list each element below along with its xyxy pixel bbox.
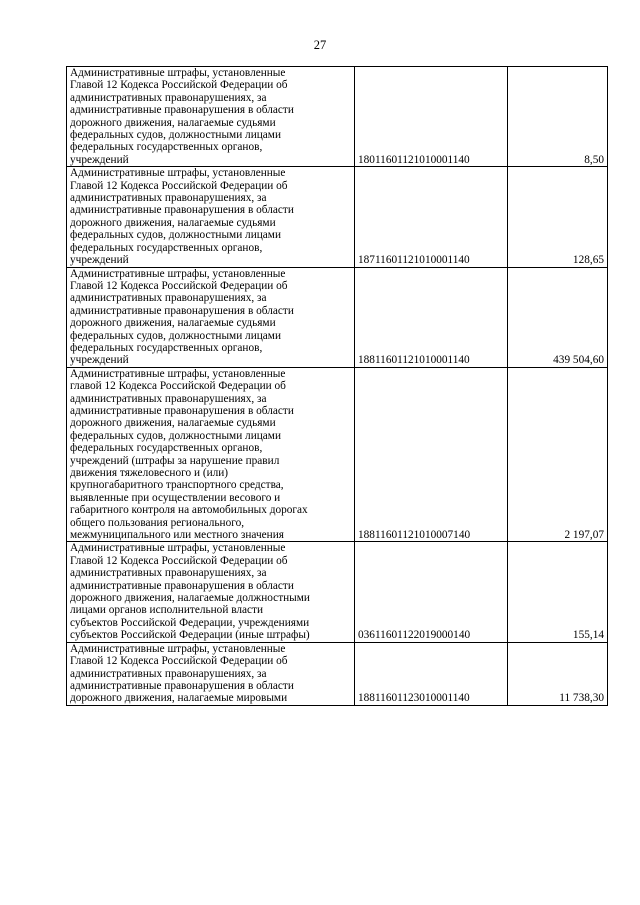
table-row: [67, 542, 608, 642]
row-amount: 128,65: [508, 167, 608, 267]
row-description: Административные штрафы, установленные Главой 12 Кодекса Российской Федерации об административных правонарушениях, за административные правонарушения в области дорожного движения, налагаемые судьями федеральных судов, должностными лицами федеральных государственных органов, учреждений: [67, 267, 355, 367]
row-budget-code: 18811601123010001140: [355, 642, 508, 705]
row-budget-code: 03611601122019000140: [355, 542, 508, 642]
row-amount: 439 504,60: [508, 267, 608, 367]
table-row: [67, 67, 608, 167]
row-amount: 8,50: [508, 67, 608, 167]
page-number: 27: [313, 38, 327, 52]
row-amount: 2 197,07: [508, 367, 608, 542]
row-description: Административные штрафы, установленные Главой 12 Кодекса Российской Федерации об административных правонарушениях, за административные правонарушения в области дорожного движения, налагаемые должностными лицами органов исполнительной власти субъектов Российской Федерации, учреждениями субъектов Российской Федерации (иные штрафы): [67, 542, 355, 642]
row-budget-code: 18011601121010001140: [355, 67, 508, 167]
row-budget-code: 18811601121010001140: [355, 267, 508, 367]
table-row: [67, 267, 608, 367]
row-budget-code: 18711601121010001140: [355, 167, 508, 267]
row-description: Административные штрафы, установленные главой 12 Кодекса Российской Федерации об административных правонарушениях, за административные правонарушения в области дорожного движения, налагаемые судьями федеральных судов, должностными лицами федеральных государственных органов, учреждений (штрафы за нарушение правил движения тяжеловесного и (или) крупногабаритного транспортного средства, выявленные при осуществлении весового и габаритного контроля на автомобильных дорогах общего пользования регионального, межмуниципального или местного значения: [67, 367, 355, 542]
table-row: [67, 167, 608, 267]
row-amount: 11 738,30: [508, 642, 608, 705]
row-description: Административные штрафы, установленные Главой 12 Кодекса Российской Федерации об административных правонарушениях, за административные правонарушения в области дорожного движения, налагаемые судьями федеральных судов, должностными лицами федеральных государственных органов, учреждений: [67, 67, 355, 167]
table-row: [67, 642, 608, 705]
row-description: Административные штрафы, установленные Главой 12 Кодекса Российской Федерации об административных правонарушениях, за административные правонарушения в области дорожного движения, налагаемые судьями федеральных судов, должностными лицами федеральных государственных органов, учреждений: [67, 167, 355, 267]
row-budget-code: 18811601121010007140: [355, 367, 508, 542]
row-description: Административные штрафы, установленные Главой 12 Кодекса Российской Федерации об административных правонарушениях, за административные правонарушения в области дорожного движения, налагаемые мировыми: [67, 642, 355, 705]
row-amount: 155,14: [508, 542, 608, 642]
revenue-table: [66, 66, 608, 706]
table-row: [67, 367, 608, 542]
